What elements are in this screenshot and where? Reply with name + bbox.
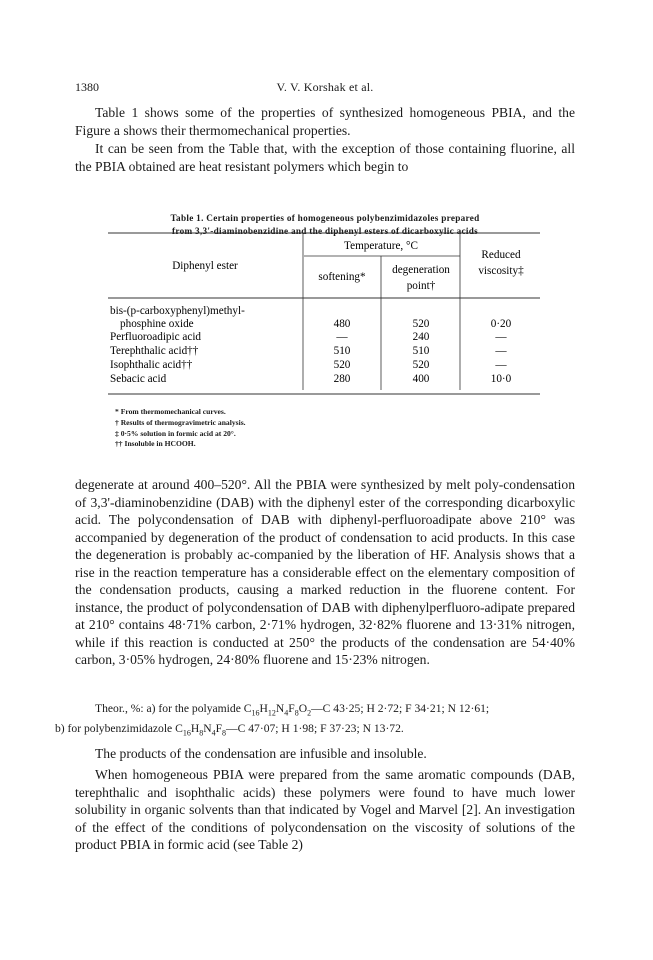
theoretical-composition <box>55 701 575 742</box>
theor-a-sub: 12 <box>267 708 276 718</box>
theor-b-sub: 8 <box>222 728 227 738</box>
row-1-degeneration: 520 <box>412 318 430 330</box>
theor-a-element: N <box>275 702 285 715</box>
row-5-viscosity: 10·0 <box>490 373 512 385</box>
table-caption-line-2: from 3,3'-diaminobenzidine and the diphenyl esters of dicarboxylic acids <box>172 226 478 236</box>
col-header-viscosity-1: Reduced <box>481 249 521 261</box>
col-header-degeneration-point: point† <box>406 280 436 292</box>
intro-paragraph-1: Table 1 shows some of the properties of synthesized homogeneous PBIA, and the Figure a shows their thermomechanical properties. <box>75 105 575 138</box>
col-header-degeneration: degeneration <box>392 264 450 276</box>
running-head: V. V. Korshak et al. <box>276 80 374 94</box>
intro-paragraph-2: It can be seen from the Table that, with the exception of those containing fluorine, all the PBIA obtained are heat resistant polymers which begin to <box>75 141 575 174</box>
col-header-viscosity-2: viscosity‡ <box>478 265 524 277</box>
row-3-degeneration: 510 <box>412 345 430 357</box>
theor-a-prefix: Theor., %: a) for the polyamide C <box>95 702 252 715</box>
theor-b-element: N <box>203 722 212 736</box>
theor-a-element: O <box>298 702 308 715</box>
theor-b-sub: 4 <box>211 728 216 738</box>
row-5-degeneration: 400 <box>412 373 430 385</box>
row-4-softening: 520 <box>333 359 351 371</box>
row-4-viscosity: — <box>495 359 507 371</box>
row-2-name: Perfluoroadipic acid <box>110 331 202 343</box>
row-2-degeneration: 240 <box>412 331 430 343</box>
col-header-softening: softening* <box>318 271 366 283</box>
theor-b-element: F <box>215 722 223 736</box>
page-number: 1380 <box>75 80 99 94</box>
row-5-softening: 280 <box>333 373 351 385</box>
col-header-ester: Diphenyl ester <box>172 260 238 272</box>
footnote-double-dagger-2: †† Insoluble in HCOOH. <box>115 439 196 449</box>
theor-b-prefix: b) for polybenzimidazole C <box>55 722 183 736</box>
row-2-viscosity: — <box>495 331 507 343</box>
theor-a-element: F <box>288 702 295 715</box>
theor-a-sub: 16 <box>251 708 260 718</box>
theor-a-values: —C 43·25; H 2·72; F 34·21; N 12·61; <box>311 702 490 715</box>
footnote-double-dagger: ‡ 0·5% solution in formic acid at 20°. <box>115 428 236 438</box>
body-paragraph-infusible: The products of the condensation are infusible and insoluble. <box>95 746 427 761</box>
row-2-softening: — <box>336 331 348 343</box>
row-4-degeneration: 520 <box>412 359 430 371</box>
body-paragraph-solubility: When homogeneous PBIA were prepared from the same aromatic compounds (DAB, terephthalic and isophthalic acids) these polymers were found to have much lower solubility in organic solvents than that indicated by Vogel and Marvel [2]. An investigation of the effect of the conditions of polycondensation on the viscosity of solutions of the product PBIA in formic acid (see Table 2) <box>75 767 575 852</box>
row-1-softening: 480 <box>333 318 351 330</box>
row-4-name: Isophthalic acid†† <box>110 359 193 371</box>
table-caption-line-1: Table 1. Certain properties of homogeneous polybenzimidazoles prepared <box>170 213 480 223</box>
theor-a-sub: 4 <box>284 708 289 718</box>
row-5-name: Sebacic acid <box>110 373 167 385</box>
theor-a-element: H <box>259 702 268 715</box>
row-3-softening: 510 <box>333 345 351 357</box>
theor-a-sub: 2 <box>307 708 312 718</box>
row-3-viscosity: — <box>495 345 507 357</box>
footnote-dagger: † Results of thermogravimetric analysis. <box>115 417 246 427</box>
theor-b-sub: 16 <box>182 728 191 738</box>
row-1-name: phosphine oxide <box>120 318 194 330</box>
row-1-viscosity: 0·20 <box>490 318 512 330</box>
theor-a-sub: 8 <box>294 708 299 718</box>
row-0-name: bis-(p-carboxyphenyl)methyl- <box>110 305 245 317</box>
theor-b-element: H <box>190 722 200 736</box>
theor-b-values: —C 47·07; H 1·98; F 37·23; N 13·72. <box>226 722 404 736</box>
col-header-temperature: Temperature, °C <box>344 240 418 252</box>
theor-b-sub: 8 <box>199 728 204 738</box>
body-paragraph-degeneration: degenerate at around 400–520°. All the PBIA were synthesized by melt poly-condensation of 3,3'-diaminobenzidine (DAB) with the diphenyl ester of the corresponding dicarboxylic acid. The polycondensation of DAB with diphenyl-perfluoroadipate above 210° was accompanied by degeneration of the product of condensation to acid products. In this case the degeneration is probably ac-companied by the liberation of HF. Analysis shows that a rise in the reaction temperature has a considerable effect on the elementary composition of the condensation products, causing a marked reduction in the fluorene content. For instance, the product of polycondensation of DAB with diphenylperfluoro-adipate prepared at 210° contains 48·71% carbon, 2·71% hydrogen, 32·82% fluorene and 13·31% nitrogen, while if this reaction is conducted at 250° the products of the condensation are 54·40% carbon, 3·05% hydrogen, 24·80% fluorene and 15·23% nitrogen. <box>75 477 575 667</box>
footnote-star: * From thermomechanical curves. <box>115 407 226 416</box>
table-footnotes <box>115 407 415 450</box>
row-3-name: Terephthalic acid†† <box>110 345 199 357</box>
